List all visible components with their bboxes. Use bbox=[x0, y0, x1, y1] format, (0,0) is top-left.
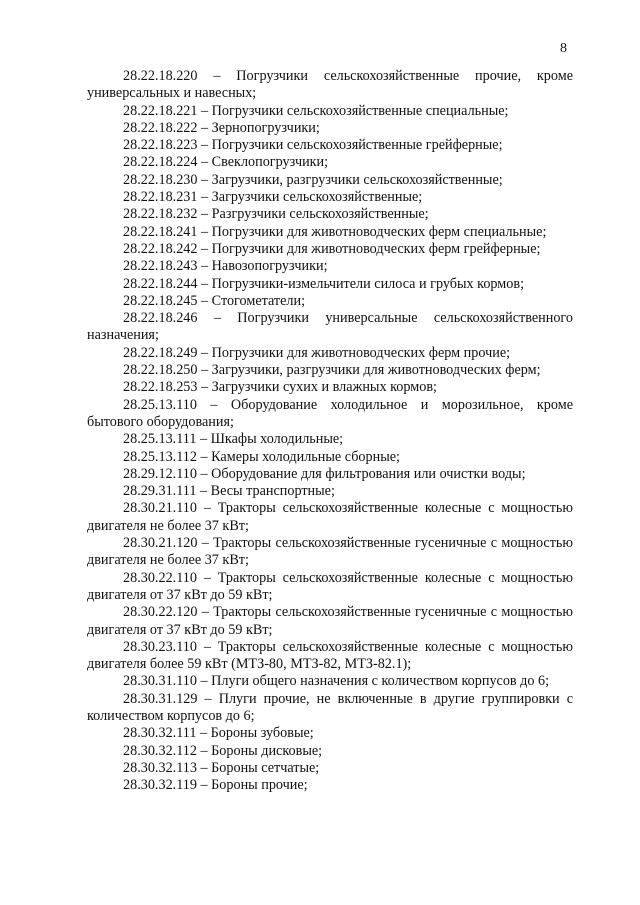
list-item: 28.30.22.110 – Тракторы сельскохозяйственные колесные с мощностью двигателя от 37 кВт до 59 кВт; bbox=[87, 569, 573, 603]
list-item: 28.22.18.243 – Навозопогрузчики; bbox=[123, 258, 328, 275]
list-item: 28.22.18.250 – Загрузчики, разгрузчики для животноводческих ферм; bbox=[123, 362, 541, 379]
list-item: 28.25.13.111 – Шкафы холодильные; bbox=[123, 431, 344, 448]
list-item: 28.22.18.220 – Погрузчики сельскохозяйственные прочие, кроме универсальных и навесных; bbox=[87, 68, 573, 102]
list-item: 28.30.32.112 – Бороны дисковые; bbox=[123, 742, 323, 759]
page-number: 8 bbox=[560, 41, 567, 56]
list-item: 28.22.18.245 – Стогометатели; bbox=[123, 292, 306, 309]
list-item: 28.22.18.253 – Загрузчики сухих и влажных кормов; bbox=[123, 379, 437, 396]
list-item: 28.22.18.244 – Погрузчики-измельчители силоса и грубых кормов; bbox=[123, 275, 525, 292]
list-item: 28.22.18.246 – Погрузчики универсальные сельскохозяйственного назначения; bbox=[87, 310, 573, 344]
list-item: 28.30.31.110 – Плуги общего назначения с количеством корпусов до 6; bbox=[123, 673, 550, 690]
list-item: 28.30.22.120 – Тракторы сельскохозяйственные гусеничные с мощностью двигателя от 37 кВт до 59 кВт; bbox=[87, 604, 573, 638]
list-item: 28.22.18.221 – Погрузчики сельскохозяйственные специальные; bbox=[123, 102, 509, 119]
list-item: 28.22.18.223 – Погрузчики сельскохозяйственные грейферные; bbox=[123, 137, 503, 154]
list-item: 28.22.18.230 – Загрузчики, разгрузчики сельскохозяйственные; bbox=[123, 171, 503, 188]
list-item: 28.29.12.110 – Оборудование для фильтрования или очистки воды; bbox=[123, 465, 526, 482]
list-item: 28.22.18.224 – Свеклопогрузчики; bbox=[123, 154, 329, 171]
list-item: 28.30.31.129 – Плуги прочие, не включенные в другие группировки с количеством корпусов до 6; bbox=[87, 690, 573, 724]
list-item: 28.25.13.112 – Камеры холодильные сборные; bbox=[123, 448, 400, 465]
list-item: 28.30.21.120 – Тракторы сельскохозяйственные гусеничные с мощностью двигателя не более 37 кВт; bbox=[87, 535, 573, 569]
document-body bbox=[87, 68, 573, 794]
list-item: 28.30.21.110 – Тракторы сельскохозяйственные колесные с мощностью двигателя не более 37 кВт; bbox=[87, 500, 573, 534]
list-item: 28.30.32.111 – Бороны зубовые; bbox=[123, 725, 314, 742]
list-item: 28.22.18.232 – Разгрузчики сельскохозяйственные; bbox=[123, 206, 429, 223]
list-item: 28.22.18.241 – Погрузчики для животноводческих ферм специальные; bbox=[123, 223, 547, 240]
list-item: 28.30.32.119 – Бороны прочие; bbox=[123, 777, 308, 794]
list-item: 28.25.13.110 – Оборудование холодильное и морозильное, кроме бытового оборудования; bbox=[87, 396, 573, 430]
list-item: 28.30.23.110 – Тракторы сельскохозяйственные колесные с мощностью двигателя более 59 кВт (МТЗ-80, МТЗ-82, МТЗ-82.1); bbox=[87, 638, 573, 673]
list-item: 28.29.31.111 – Весы транспортные; bbox=[123, 483, 335, 500]
list-item: 28.30.32.113 – Бороны сетчатые; bbox=[123, 759, 320, 776]
list-item: 28.22.18.222 – Зернопогрузчики; bbox=[123, 119, 320, 136]
list-item: 28.22.18.249 – Погрузчики для животноводческих ферм прочие; bbox=[123, 344, 511, 361]
list-item: 28.22.18.242 – Погрузчики для животноводческих ферм грейферные; bbox=[123, 240, 541, 257]
list-item: 28.22.18.231 – Загрузчики сельскохозяйственные; bbox=[123, 189, 423, 206]
